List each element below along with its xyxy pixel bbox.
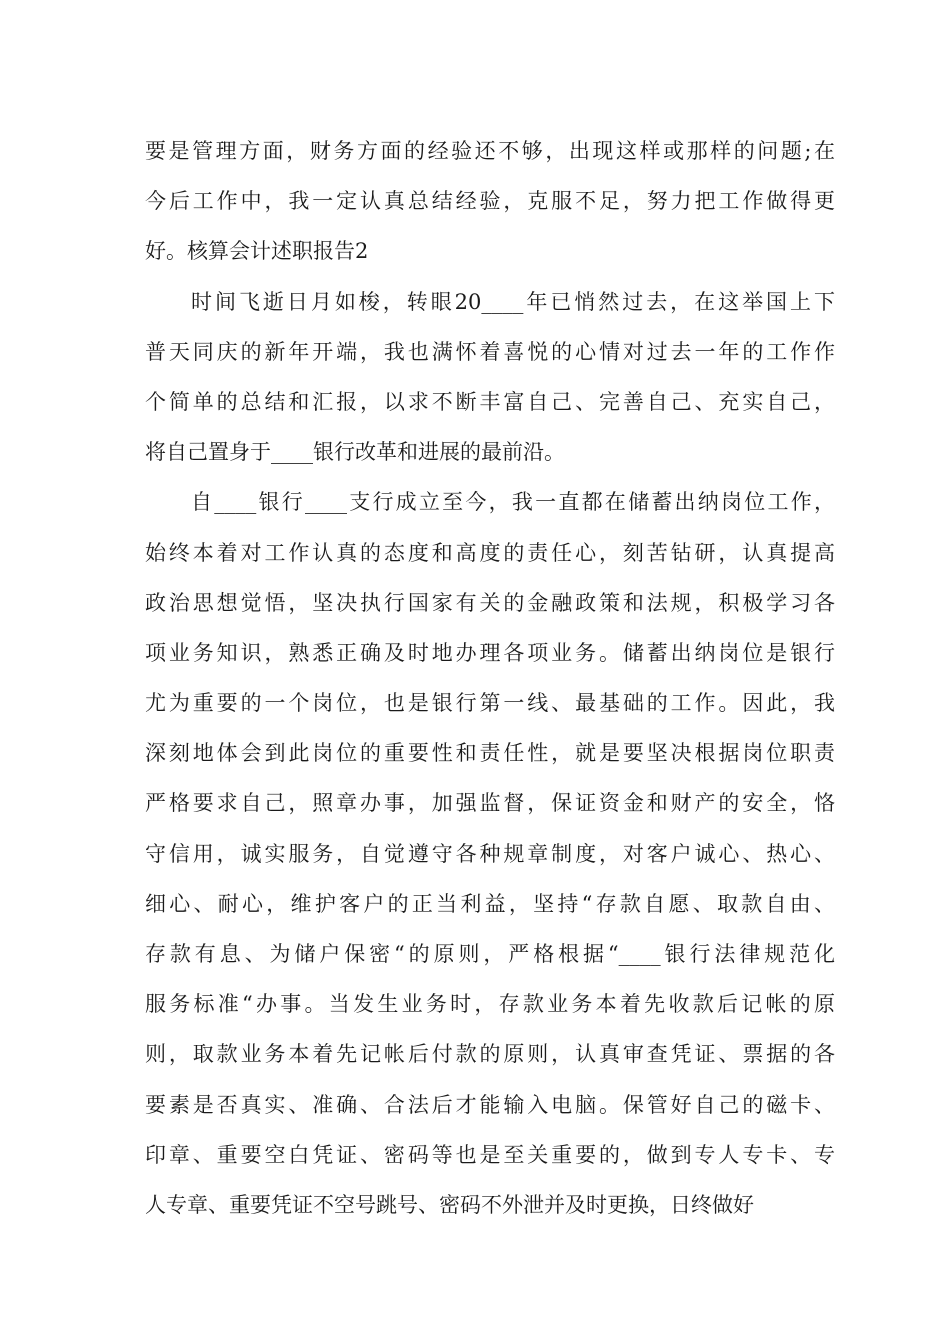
text-line: 守信用，诚实服务，自觉遵守各种规章制度，对客户诚心、热心、 [145,841,835,866]
text-line: 则，取款业务本着先记帐后付款的原则，认真审查凭证、票据的各 [145,1042,835,1067]
text-line: 要素是否真实、准确、合法后才能输入电脑。保管好自己的磁卡、 [145,1092,835,1117]
text-line: 今后工作中，我一定认真总结经验，克服不足，努力把工作做得更 [145,189,835,214]
text-line: 服务标准“办事。当发生业务时，存款业务本着先收款后记帐的原 [145,992,835,1017]
text-line: 个简单的总结和汇报，以求不断丰富自己、完善自己、充实自己， [145,389,835,414]
paragraph [145,126,835,277]
paragraph [145,477,835,1230]
text-line: 印章、重要空白凭证、密码等也是至关重要的，做到专人专卡、专 [145,1142,835,1167]
body-text [145,126,835,1230]
text-line: 普天同庆的新年开端，我也满怀着喜悦的心情对过去一年的工作作 [145,339,835,364]
text-line: 政治思想觉悟，坚决执行国家有关的金融政策和法规，积极学习各 [145,590,835,615]
text-line: 将自己置身于____银行改革和进展的最前沿。 [145,440,565,465]
text-line: 尤为重要的一个岗位，也是银行第一线、最基础的工作。因此，我 [145,691,835,716]
text-line: 始终本着对工作认真的态度和高度的责任心，刻苦钻研，认真提高 [145,540,835,565]
text-line: 细心、耐心，维护客户的正当利益，坚持“存款自愿、取款自由、 [145,891,835,916]
text-line: 时间飞逝日月如梭，转眼20____年已悄然过去，在这举国上下 [191,289,835,314]
text-line: 人专章、重要凭证不空号跳号、密码不外泄并及时更换，日终做好 [145,1192,754,1217]
text-line: 项业务知识，熟悉正确及时地办理各项业务。储蓄出纳岗位是银行 [145,640,835,665]
paragraph [145,277,835,478]
text-line: 存款有息、为储户保密“的原则，严格根据“____银行法律规范化 [145,942,835,966]
text-line: 要是管理方面，财务方面的经验还不够，出现这样或那样的问题;在 [145,139,835,163]
text-line: 好。核算会计述职报告2 [145,239,369,264]
text-line: 深刻地体会到此岗位的重要性和责任性，就是要坚决根据岗位职责 [145,741,835,766]
text-line: 自____银行____支行成立至今，我一直都在储蓄出纳岗位工作， [191,490,835,515]
text-line: 严格要求自己，照章办事，加强监督，保证资金和财产的安全，恪 [145,791,835,816]
